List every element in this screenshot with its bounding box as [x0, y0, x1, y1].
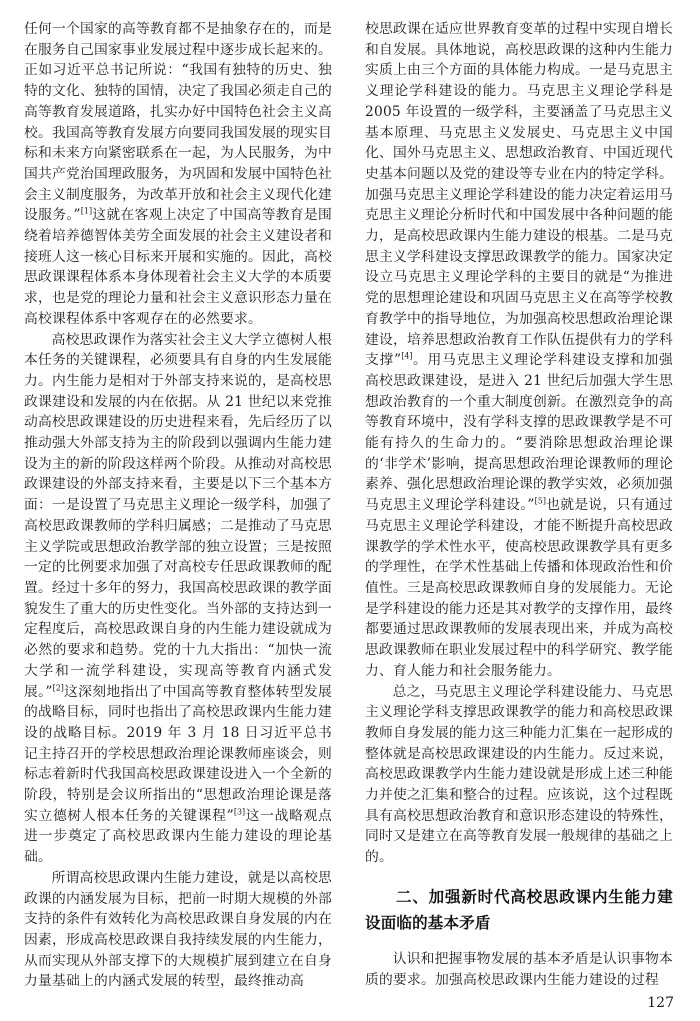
reference-marker: [5]	[534, 496, 546, 506]
section-heading: 二、加强新时代高校思政课内生能力建设面临的基本矛盾	[365, 887, 673, 932]
paragraph: 高校思政课作为落实社会主义大学立德树人根本任务的关键课程，必须要具有自身的内生发展能力。内生能力是相对于外部支持来说的，是高校思政课建设和发展的内在依据。从 21 世纪以来党推动高校思政课建设的历史进程来看，先后经历了以推动强大外部支持为主的阶段到以强调内生能力建设为主的新的阶段这样两个阶段。从推动对高校思政课建设的外部支持来看，主要是以下三个基本方面：一是设置了马克思主义理论一级学科，加强了高校思政课教师的学科归属感；二是推动了马克思主义学院或思想政治教学部的独立设置；三是按照一定的比例要求加强了对高校专任思政课教师的配置。经过十多年的努力，我国高校思政课的教学面貌发生了重大的历史性变化。当外部的支持达到一定程度后，高校思政课自身的内生能力建设就成为必然的要求和趋势。党的十九大指出：“加快一流大学和一流学科建设，实现高等教育内涵式发展。”[2]这深刻地指出了中国高等教育整体转型发展的战略目标，同时也指出了高校思政课内生能力建设的战略目标。2019 年 3 月 18 日习近平总书记主持召开的学校思想政治理论课教师座谈会，则标志着新时代我国高校思政课建设进入一个全新的阶段，特别是会议所指出的“思想政治理论课是落实立德树人根本任务的关键课程”[3]这一战略观点进一步奠定了高校思政课内生能力建设的理论基础。	[24, 331, 332, 866]
paragraph: 认识和把握事物发展的基本矛盾是认识事物本质的要求。加强高校思政课内生能力建设的过程	[365, 950, 673, 988]
paragraph-continuation-from-previous-page: 任何一个国家的高等教育都不是抽象存在的，而是在服务自己国家事业发展过程中逐步成长起来的。正如习近平总书记所说：“我国有独特的历史、独特的文化、独特的国情，决定了我国必须走自己的高等教育发展道路，扎实办好中国特色社会主义高校。我国高等教育发展方向要同我国发展的现实目标和未来方向紧密联系在一起，为人民服务，为中国共产党治国理政服务，为巩固和发展中国特色社会主义制度服务，为改革开放和社会主义现代化建设服务。”[1]这就在客观上决定了中国高等教育是围绕着培养德智体美劳全面发展的社会主义建设者和接班人这一核心目标来开展和实施的。因此，高校思政课课程体系本身体现着社会主义大学的本质要求，也是党的理论力量和社会主义意识形态力量在高校课程体系中客观存在的必然要求。	[24, 21, 332, 327]
page-number: 127	[647, 995, 674, 1011]
reference-marker: [4]	[401, 351, 413, 361]
two-column-layout	[24, 19, 676, 992]
left-column	[24, 19, 332, 992]
paragraph: 所谓高校思政课内生能力建设，就是以高校思政课的内涵发展为目标，把前一时期大规模的外部支持的条件有效转化为高校思政课自身发展的内在因素，形成高校思政课自我持续发展的内生能力，从而实现从外部支撑下的大规模扩展到建立在自身力量基础上的内涵式发展的转型，最终推动高	[24, 869, 332, 990]
reference-marker: [2]	[52, 682, 64, 692]
reference-marker: [3]	[233, 807, 246, 817]
paragraph: 总之，马克思主义理论学科建设能力、马克思主义理论学科支撑思政课教学的能力和高校思政课教师自身发展的能力这三种能力汇集在一起形成的整体就是高校思政课建设的内生能力。反过来说，高校思政课教学内生能力建设就是形成上述三种能力并使之汇集和整合的过程。应该说，这个过程既具有高校思想政治教育和意识形态建设的特殊性，同时又是建立在高等教育发展一般规律的基础之上的。	[365, 683, 673, 866]
reference-marker: [1]	[80, 206, 93, 216]
paragraph-column-continuation: 校思政课在适应世界教育变革的过程中实现自增长和自发展。具体地说，高校思政课的这种内生能力实质上由三个方面的具体能力构成。一是马克思主义理论学科建设的能力。马克思主义理论学科是 2005 年设置的一级学科，主要涵盖了马克思主义基本原理、马克思主义发展史、马克思主义中国化、国外马克思主义、思想政治教育、中国近现代史基本问题以及党的建设等专业在内的特定学科。加强马克思主义理论学科建设的能力决定着运用马克思主义理论分析时代和中国发展中各种问题的能力，是高校思政课内生能力建设的根基。二是马克思主义学科建设支撑思政课教学的能力。国家决定设立马克思主义理论学科的主要目的就是“为推进党的思想理论建设和巩固马克思主义在高等学校教育教学中的指导地位，为加强高校思想政治理论课建设，培养思想政治教育工作队伍提供有力的学科支撑”[4]。用马克思主义理论学科建设支撑和加强高校思政课建设，是进入 21 世纪后加强大学生思想政治教育的一个重大制度创新。在激烈竞争的高等教育环境中，没有学科支撑的思政课教学是不可能有持久的生命力的。“要消除思想政治理论课的‘非学术’影响，提高思想政治理论课教师的理论素养、强化思想政治理论课的教学实效，必须加强马克思主义理论学科建设。”[5]也就是说，只有通过马克思主义理论学科建设，才能不断提升高校思政课教学的学术性水平，使高校思政课教学具有更多的学理性，在学术性基础上传播和体现政治性和价值性。三是高校思政课教师自身的发展能力。无论是学科建设的能力还是其对教学的支撑作用，最终都要通过思政课教师的发展表现出来，并成为高校思政课教师在职业发展过程中的科学研究、教学能力、育人能力和社会服务能力。	[365, 21, 673, 679]
right-column	[365, 19, 673, 992]
